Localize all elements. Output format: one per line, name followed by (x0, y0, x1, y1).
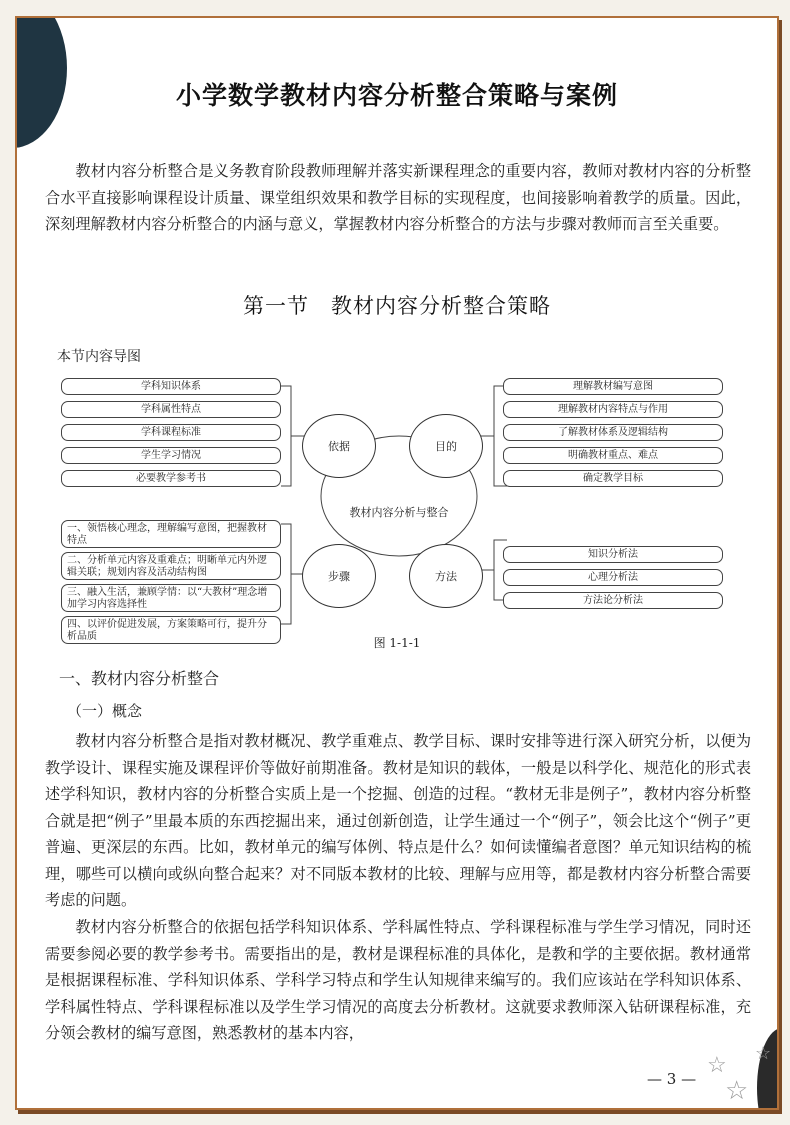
basis-item: 学科课程标准 (61, 424, 281, 441)
corner-decoration-bottom (757, 1028, 779, 1110)
center-node-label: 教材内容分析与整合 (349, 506, 449, 519)
methods-node: 方法 (409, 544, 483, 608)
step-item: 三、融入生活，兼顾学情：以“大教材”理念增加学习内容选择性 (61, 584, 281, 612)
step-item: 一、领悟核心理念，理解编写意图，把握教材特点 (61, 520, 281, 548)
basis-item: 学生学习情况 (61, 447, 281, 464)
basis-item: 学科知识体系 (61, 378, 281, 395)
content-mind-map (39, 374, 729, 642)
bracket-left-top (281, 386, 291, 486)
bracket-left-bottom (281, 524, 291, 624)
star-icon: ☆ (707, 1053, 727, 1078)
steps-node: 步骤 (302, 544, 376, 608)
star-icon: ☆ (755, 1043, 772, 1064)
content-map-label: 本节内容导图 (57, 349, 141, 365)
purpose-node: 目的 (409, 414, 483, 478)
heading-level3: （一）概念 (67, 702, 143, 720)
basis-item: 必要教学参考书 (61, 470, 281, 487)
intro-paragraph: 教材内容分析整合是义务教育阶段教师理解并落实新课程理念的重要内容，教师对教材内容的分析整合水平直接影响课程设计质量、课堂组织效果和教学目标的实现程度，也间接影响着教学的质量。因此，深刻理解教材内容分析整合的内涵与意义，掌握教材内容分析整合的方法与步骤对教师而言至关重要。 (45, 162, 751, 233)
basis-node: 依据 (302, 414, 376, 478)
page (15, 16, 779, 1110)
star-icon: ☆ (725, 1076, 749, 1106)
basis-paragraph: 教材内容分析整合的依据包括学科知识体系、学科属性特点、学科课程标准与学生学习情况，同时还需要参阅必要的教学参考书。需要指出的是，教材是课程标准的具体化，是教和学的主要依据。教材通常是根据课程标准、学科知识体系、学科学习特点和学生认知规律来编写的。我们应该站在学科知识体系、学科属性特点、学科课程标准以及学生学习情况的高度去分析教材。这就要求教师深入钻研课程标准，充分领会教材的编写意图，熟悉教材的基本内容， (45, 918, 751, 1042)
concept-paragraph: 教材内容分析整合是指对教材概况、教学重难点、教学目标、课时安排等进行深入研究分析，以便为教学设计、课程实施及课程评价等做好前期准备。教材是知识的载体，一般是以科学化、规范化的形式表述学科知识，教材内容的分析整合实质上是一个挖掘、创造的过程。“教材无非是例子”，教材内容分析整合就是把“例子”里最本质的东西挖掘出来，通过创新创造，让学生通过一个“例子”，领会比这个“例子”更普遍、更深层的东西。比如，教材单元的编写体例、特点是什么？如何读懂编者意图？单元知识结构的梳理，哪些可以横向或纵向整合起来？对不同版本教材的比较、理解与应用等，都是教材内容分析整合需要考虑的问题。 (45, 732, 751, 909)
method-item: 心理分析法 (503, 569, 723, 586)
step-item: 四、以评价促进发展，方案策略可行，提升分析品质 (61, 616, 281, 644)
page-title: 小学数学教材内容分析整合策略与案例 (175, 81, 618, 110)
purpose-item: 了解教材体系及逻辑结构 (503, 424, 723, 441)
basis-item: 学科属性特点 (61, 401, 281, 418)
section-title: 第一节 教材内容分析整合策略 (243, 294, 551, 318)
method-item: 方法论分析法 (503, 592, 723, 609)
page-number: — 3 — (647, 1070, 697, 1088)
purpose-item: 理解教材编写意图 (503, 378, 723, 395)
figure-caption: 图 1-1-1 (373, 636, 421, 650)
heading-level2: 一、教材内容分析整合 (59, 669, 220, 688)
method-item: 知识分析法 (503, 546, 723, 563)
purpose-item: 明确教材重点、难点 (503, 447, 723, 464)
purpose-item: 确定教学目标 (503, 470, 723, 487)
step-item: 二、分析单元内容及重难点；明晰单元内外逻辑关联；规划内容及活动结构图 (61, 552, 281, 580)
purpose-item: 理解教材内容特点与作用 (503, 401, 723, 418)
